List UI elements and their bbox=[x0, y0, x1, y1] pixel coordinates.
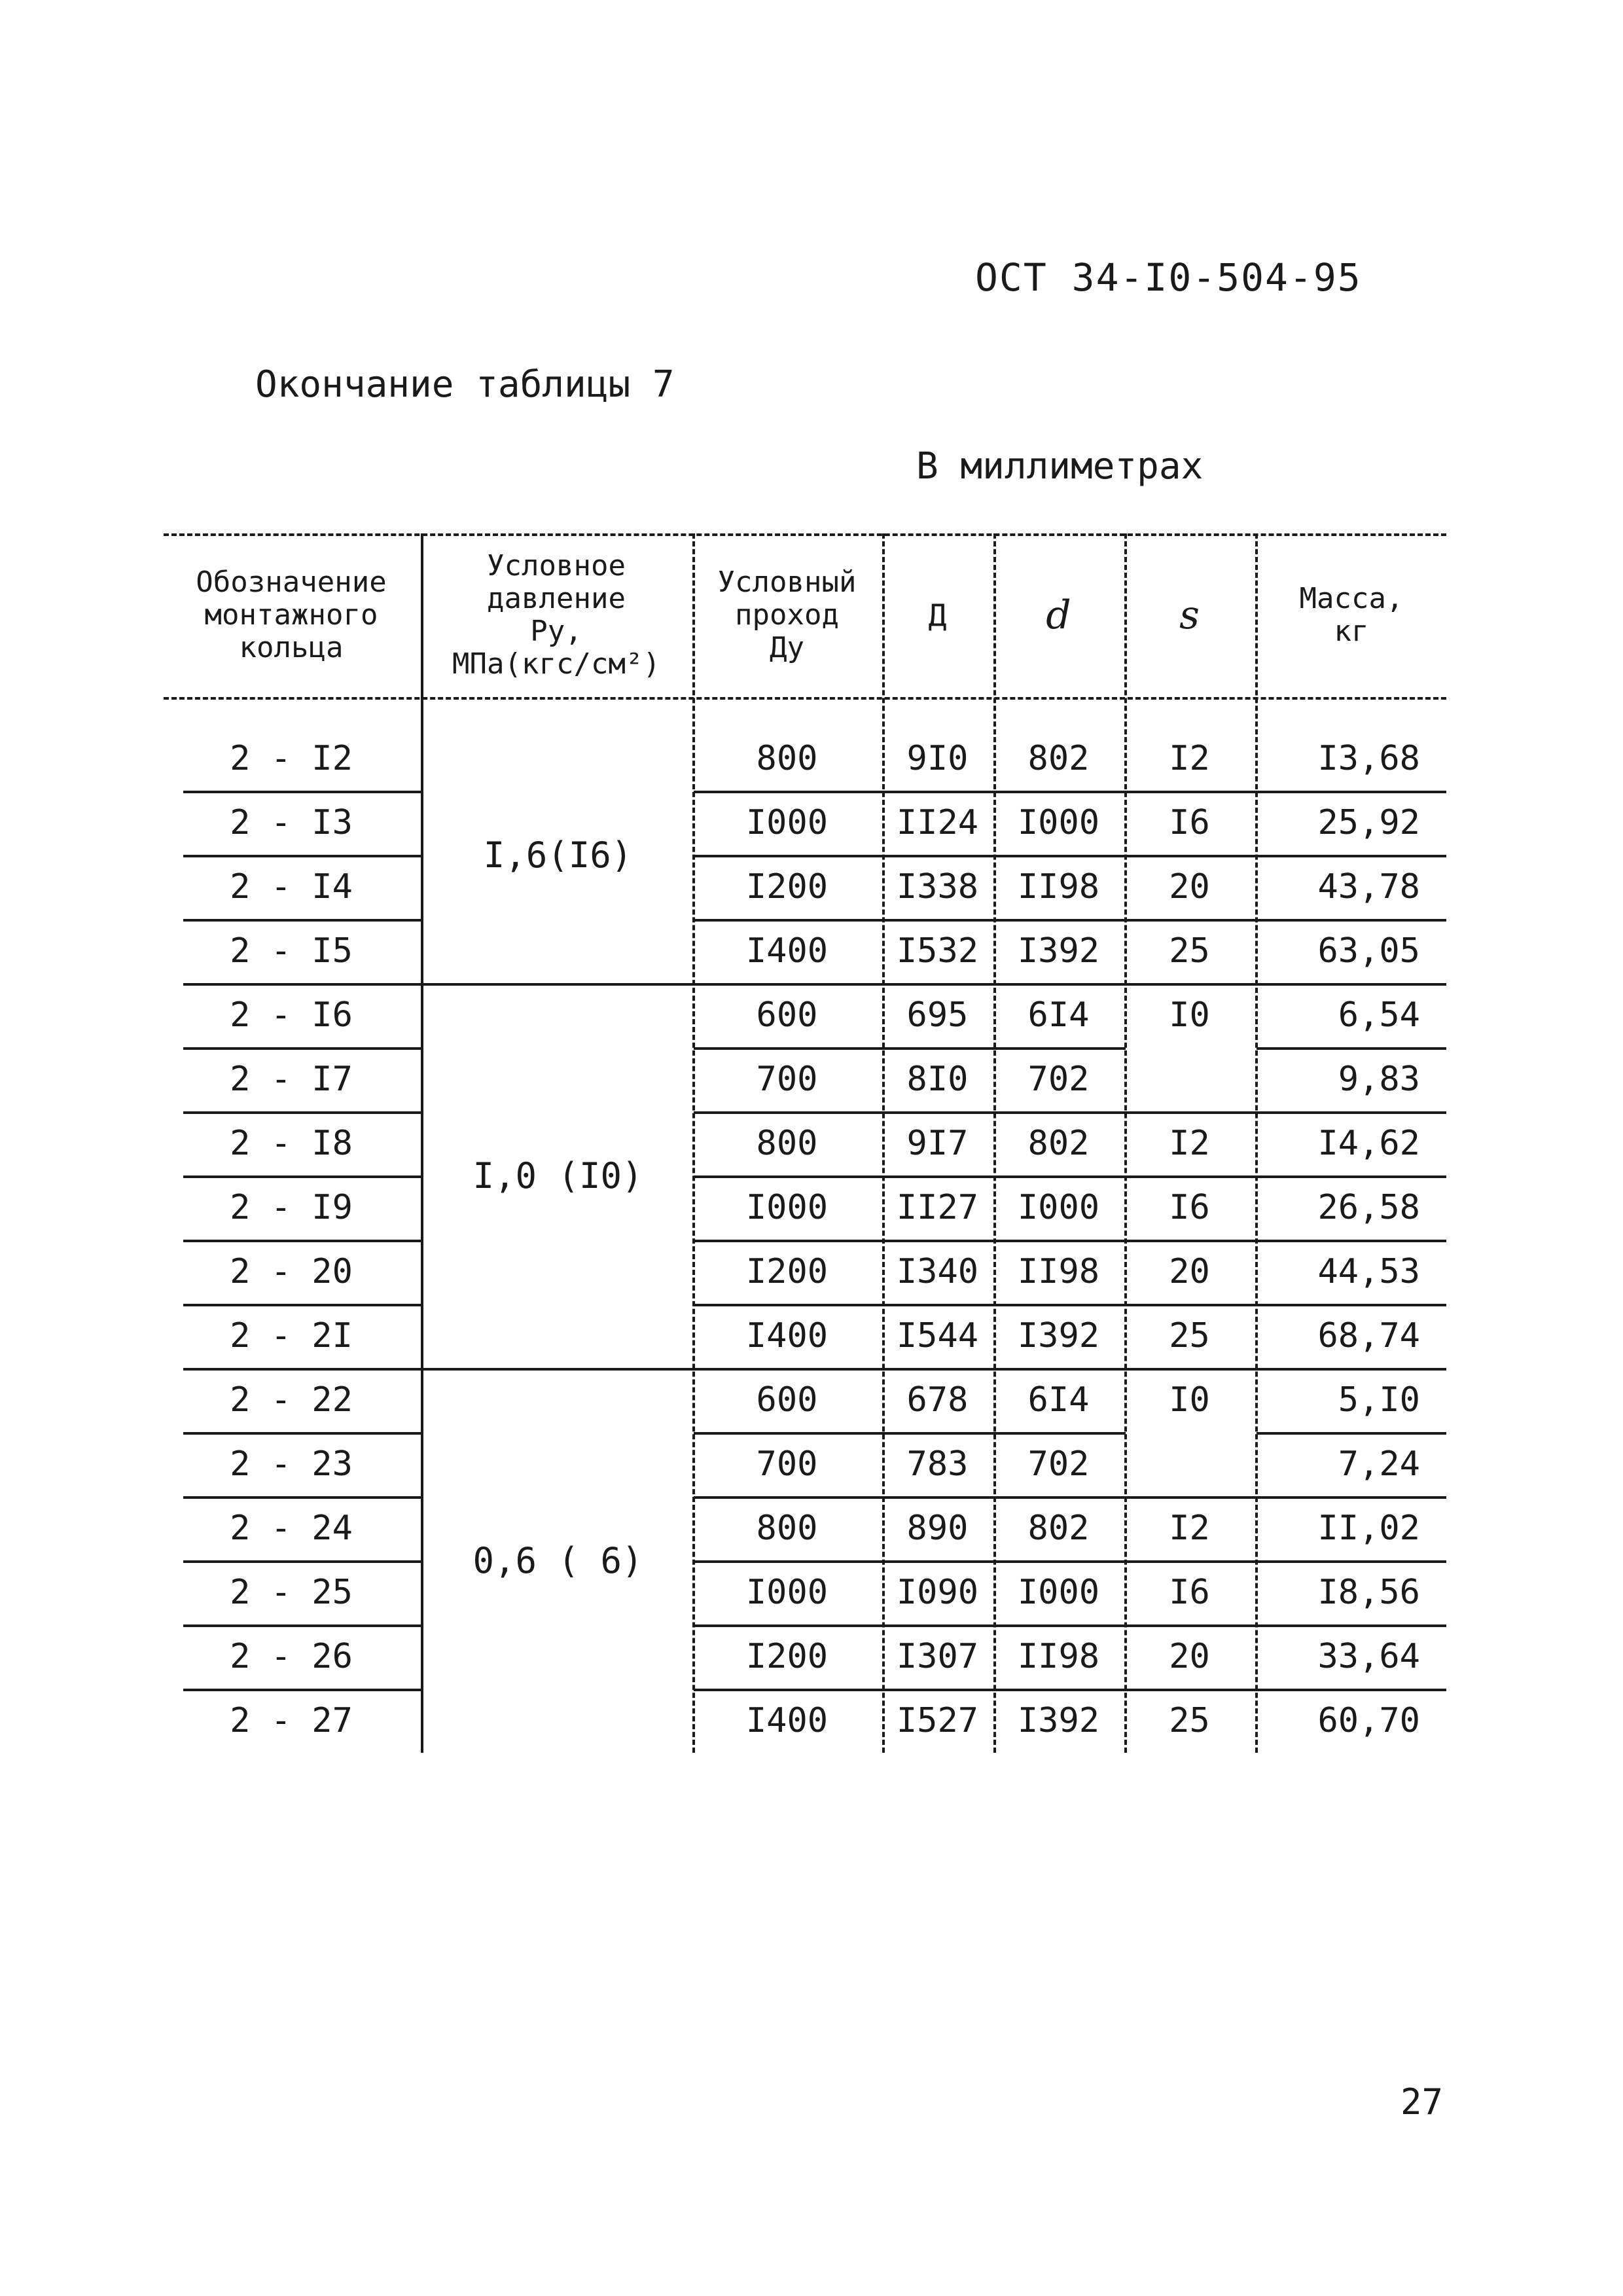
cell-du: I400 bbox=[745, 1316, 829, 1355]
cell-du: 800 bbox=[756, 1124, 818, 1163]
cell-d: II98 bbox=[1017, 1252, 1100, 1291]
cell-D: I340 bbox=[896, 1252, 979, 1291]
cell-designation: 2 - I2 bbox=[230, 739, 353, 778]
header-mass: Масса, кг bbox=[1299, 582, 1404, 648]
cell-designation: 2 - I9 bbox=[230, 1188, 353, 1227]
cell-mass: 5,I0 bbox=[1338, 1380, 1420, 1420]
cell-s: I0 bbox=[1169, 1380, 1210, 1420]
cell-du: 600 bbox=[756, 996, 818, 1035]
cell-s: I6 bbox=[1169, 1573, 1210, 1612]
cell-s: 25 bbox=[1169, 931, 1210, 971]
cell-mass: 68,74 bbox=[1317, 1316, 1420, 1355]
column-divider bbox=[692, 533, 695, 1753]
column-divider bbox=[993, 533, 996, 1753]
cell-D: II24 bbox=[896, 803, 979, 842]
cell-designation: 2 - 23 bbox=[230, 1444, 353, 1484]
cell-d: 802 bbox=[1027, 739, 1090, 778]
cell-s: I0 bbox=[1169, 996, 1210, 1035]
cell-mass: 25,92 bbox=[1317, 803, 1420, 842]
header-designation: Обозначение монтажного кольца bbox=[196, 565, 387, 664]
pressure-group-value: 0,6 ( 6) bbox=[473, 1539, 643, 1581]
cell-s: 20 bbox=[1169, 867, 1210, 906]
table-top-border bbox=[164, 533, 1446, 536]
cell-D: I307 bbox=[896, 1637, 979, 1676]
cell-designation: 2 - 2I bbox=[230, 1316, 353, 1355]
cell-du: 700 bbox=[756, 1444, 818, 1484]
cell-d: 802 bbox=[1027, 1124, 1090, 1163]
cell-mass: I3,68 bbox=[1317, 739, 1420, 778]
cell-designation: 2 - 27 bbox=[230, 1701, 353, 1740]
cell-du: 800 bbox=[756, 1509, 818, 1548]
cell-d: II98 bbox=[1017, 867, 1100, 906]
cell-D: II27 bbox=[896, 1188, 979, 1227]
cell-d: 802 bbox=[1027, 1509, 1090, 1548]
cell-d: 702 bbox=[1027, 1444, 1090, 1484]
pressure-group-value: I,0 (I0) bbox=[473, 1155, 643, 1196]
cell-D: 678 bbox=[906, 1380, 969, 1420]
cell-du: I000 bbox=[745, 803, 829, 842]
cell-s: I6 bbox=[1169, 1188, 1210, 1227]
cell-designation: 2 - I8 bbox=[230, 1124, 353, 1163]
cell-mass: 43,78 bbox=[1317, 867, 1420, 906]
units-note: В миллиметрах bbox=[916, 445, 1204, 488]
cell-mass: 9,83 bbox=[1338, 1060, 1420, 1099]
cell-mass: 7,24 bbox=[1338, 1444, 1420, 1484]
cell-s: I6 bbox=[1169, 803, 1210, 842]
page-number: 27 bbox=[1400, 2081, 1444, 2123]
cell-designation: 2 - 20 bbox=[230, 1252, 353, 1291]
cell-du: I400 bbox=[745, 1701, 829, 1740]
table-caption: Окончание таблицы 7 bbox=[255, 363, 675, 406]
cell-s: I2 bbox=[1169, 1124, 1210, 1163]
cell-d: I000 bbox=[1017, 1573, 1100, 1612]
cell-D: I527 bbox=[896, 1701, 979, 1740]
cell-du: I000 bbox=[745, 1188, 829, 1227]
cell-s: I2 bbox=[1169, 1509, 1210, 1548]
cell-designation: 2 - I5 bbox=[230, 931, 353, 971]
cell-D: 9I7 bbox=[906, 1124, 969, 1163]
cell-du: 600 bbox=[756, 1380, 818, 1420]
cell-designation: 2 - 25 bbox=[230, 1573, 353, 1612]
cell-mass: 63,05 bbox=[1317, 931, 1420, 971]
cell-s: 20 bbox=[1169, 1637, 1210, 1676]
cell-du: 700 bbox=[756, 1060, 818, 1099]
cell-designation: 2 - I6 bbox=[230, 996, 353, 1035]
cell-mass: I8,56 bbox=[1317, 1573, 1420, 1612]
column-divider bbox=[421, 533, 423, 1753]
cell-D: I532 bbox=[896, 931, 979, 971]
cell-du: I000 bbox=[745, 1573, 829, 1612]
cell-mass: 26,58 bbox=[1317, 1188, 1420, 1227]
cell-mass: 60,70 bbox=[1317, 1701, 1420, 1740]
cell-designation: 2 - I3 bbox=[230, 803, 353, 842]
cell-D: 783 bbox=[906, 1444, 969, 1484]
cell-mass: 44,53 bbox=[1317, 1252, 1420, 1291]
cell-s: I2 bbox=[1169, 739, 1210, 778]
cell-d: I392 bbox=[1017, 931, 1100, 971]
cell-d: 6I4 bbox=[1027, 1380, 1090, 1420]
cell-s: 20 bbox=[1169, 1252, 1210, 1291]
cell-d: II98 bbox=[1017, 1637, 1100, 1676]
cell-designation: 2 - 24 bbox=[230, 1509, 353, 1548]
cell-mass: 33,64 bbox=[1317, 1637, 1420, 1676]
cell-du: I200 bbox=[745, 867, 829, 906]
cell-du: I400 bbox=[745, 931, 829, 971]
cell-D: 9I0 bbox=[906, 739, 969, 778]
cell-s: 25 bbox=[1169, 1701, 1210, 1740]
header-thickness: s bbox=[1179, 592, 1200, 638]
cell-D: 8I0 bbox=[906, 1060, 969, 1099]
cell-d: I392 bbox=[1017, 1701, 1100, 1740]
cell-du: I200 bbox=[745, 1252, 829, 1291]
cell-d: 702 bbox=[1027, 1060, 1090, 1099]
pressure-group-value: I,6(I6) bbox=[483, 834, 633, 876]
cell-d: 6I4 bbox=[1027, 996, 1090, 1035]
header-outer-diameter: Д bbox=[928, 598, 947, 633]
cell-s: 25 bbox=[1169, 1316, 1210, 1355]
cell-designation: 2 - I4 bbox=[230, 867, 353, 906]
cell-designation: 2 - 22 bbox=[230, 1380, 353, 1420]
cell-d: I000 bbox=[1017, 803, 1100, 842]
column-divider bbox=[1124, 533, 1127, 1753]
cell-d: I392 bbox=[1017, 1316, 1100, 1355]
cell-D: I544 bbox=[896, 1316, 979, 1355]
cell-D: I338 bbox=[896, 867, 979, 906]
column-divider bbox=[882, 533, 885, 1753]
cell-designation: 2 - I7 bbox=[230, 1060, 353, 1099]
cell-mass: II,02 bbox=[1317, 1509, 1420, 1548]
cell-D: I090 bbox=[896, 1573, 979, 1612]
document-code: ОСТ 34-I0-504-95 bbox=[975, 255, 1362, 300]
cell-du: I200 bbox=[745, 1637, 829, 1676]
cell-du: 800 bbox=[756, 739, 818, 778]
header-passage: Условный проход Ду bbox=[717, 565, 857, 664]
cell-D: 695 bbox=[906, 996, 969, 1035]
cell-d: I000 bbox=[1017, 1188, 1100, 1227]
cell-mass: I4,62 bbox=[1317, 1124, 1420, 1163]
header-bottom-border bbox=[164, 697, 1446, 700]
cell-mass: 6,54 bbox=[1338, 996, 1420, 1035]
cell-D: 890 bbox=[906, 1509, 969, 1548]
column-divider bbox=[1255, 533, 1258, 1753]
header-pressure: Условное давление Pу, МПа(кгс/см²) bbox=[452, 549, 660, 681]
header-inner-diameter: d bbox=[1046, 592, 1071, 638]
cell-designation: 2 - 26 bbox=[230, 1637, 353, 1676]
